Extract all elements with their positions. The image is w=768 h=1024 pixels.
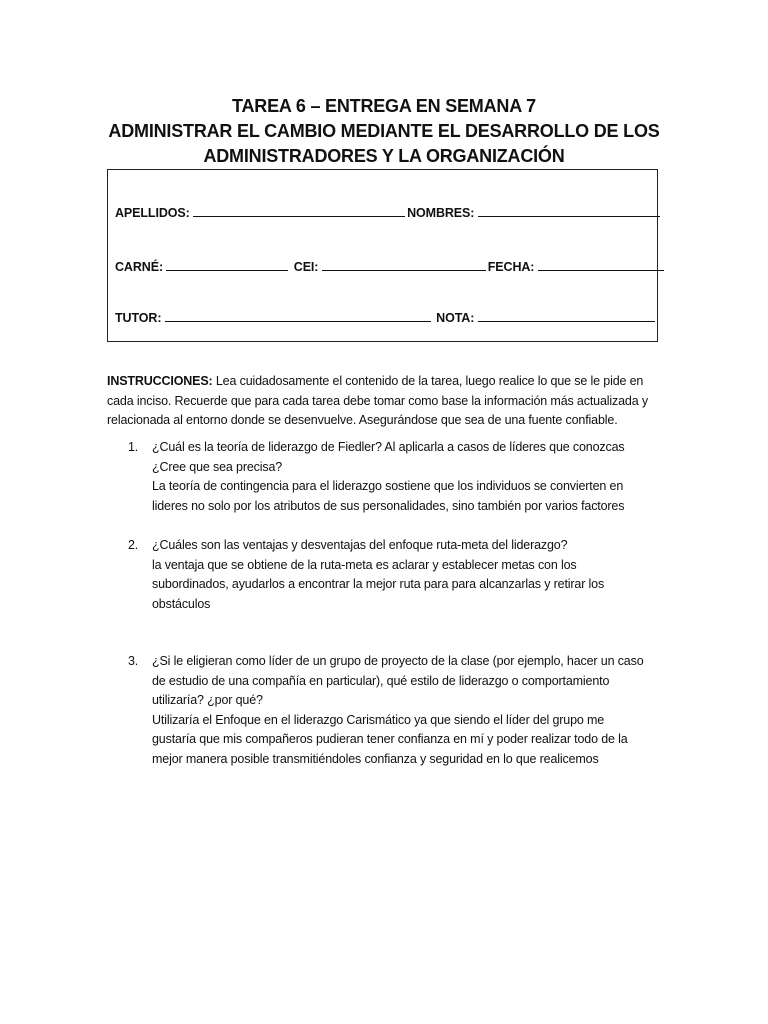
question-item-1 — [107, 438, 667, 516]
nota-label: NOTA: — [436, 311, 475, 325]
question-list — [107, 438, 667, 769]
instructions-text: Lea cuidadosamente el contenido de la tarea, luego realice lo que se le pide en cada inciso. Recuerde que para cada tarea debe tomar como base la información más actualizada y relacionada al entorno donde se desenvuelve. Asegurándose que sea de una fuente confiable. — [107, 374, 648, 427]
document-title-block — [0, 94, 768, 169]
nombres-field[interactable] — [478, 205, 660, 217]
question-text: ¿Cuáles son las ventajas y desventajas del enfoque ruta-meta del liderazgo? — [152, 538, 568, 552]
question-text: de estudio de una compañía en particular), qué estilo de liderazgo o comportamiento — [152, 673, 610, 688]
nota-field[interactable] — [478, 310, 655, 322]
carne-label: CARNÉ: — [115, 260, 164, 274]
apellidos-field[interactable] — [193, 205, 405, 217]
answer-text: La teoría de contingencia para el liderazgo sostiene que los individuos se convierten en — [152, 479, 624, 493]
answer-text: la ventaja que se obtiene de la ruta-meta es aclarar y establecer metas con los — [152, 557, 577, 572]
form-row-names — [115, 205, 651, 220]
tutor-field[interactable] — [165, 310, 431, 322]
answer-text: mejor manera posible transmitiéndoles confianza y seguridad en lo que realicemos — [152, 751, 599, 766]
carne-field[interactable] — [166, 259, 288, 271]
title-topic-line2: ADMINISTRADORES Y LA ORGANIZACIÓN — [203, 146, 565, 166]
form-row-tutor — [115, 310, 651, 325]
tutor-label: TUTOR: — [115, 311, 162, 325]
question-text: utilizaría? ¿por qué? — [152, 693, 263, 707]
question-number: 1. — [128, 440, 139, 454]
question-number: 2. — [128, 538, 139, 552]
question-text: ¿Cuál es la teoría de liderazgo de Fiedler? Al aplicarla a casos de líderes que conozcas — [152, 440, 625, 454]
question-item-3 — [107, 652, 667, 769]
answer-text: lideres no solo por los atributos de sus personalidades, sino también por varios factores — [152, 498, 625, 513]
nombres-label: NOMBRES: — [407, 206, 475, 220]
form-row-ids — [115, 259, 651, 274]
answer-text: subordinados, ayudarlos a encontrar la mejor ruta para para alcanzarlas y retirar los — [152, 577, 605, 591]
apellidos-label: APELLIDOS: — [115, 206, 190, 220]
title-assignment: TAREA 6 – ENTREGA EN SEMANA 7 — [232, 96, 536, 116]
fecha-field[interactable] — [538, 259, 664, 271]
instructions-lead: INSTRUCCIONES: — [107, 374, 213, 388]
answer-text: Utilizaría el Enfoque en el liderazgo Carismático ya que siendo el líder del grupo me — [152, 712, 605, 727]
question-item-2 — [107, 536, 667, 614]
question-number: 3. — [128, 654, 139, 668]
answer-text: obstáculos — [152, 596, 211, 611]
title-topic-line1: ADMINISTRAR EL CAMBIO MEDIANTE EL DESARROLLO DE LOS — [108, 121, 660, 141]
instructions-paragraph — [107, 372, 667, 431]
fecha-label: FECHA: — [487, 260, 535, 274]
answer-text: gustaría que mis compañeros pudieran tener confianza en mí y poder realizar todo de la — [152, 732, 628, 746]
cei-field[interactable] — [322, 259, 486, 271]
question-text: ¿Si le eligieran como líder de un grupo de proyecto de la clase (por ejemplo, hacer un caso — [152, 654, 644, 668]
student-info-box — [107, 169, 658, 342]
cei-label: CEI: — [293, 260, 319, 274]
question-text: ¿Cree que sea precisa? — [152, 459, 283, 474]
